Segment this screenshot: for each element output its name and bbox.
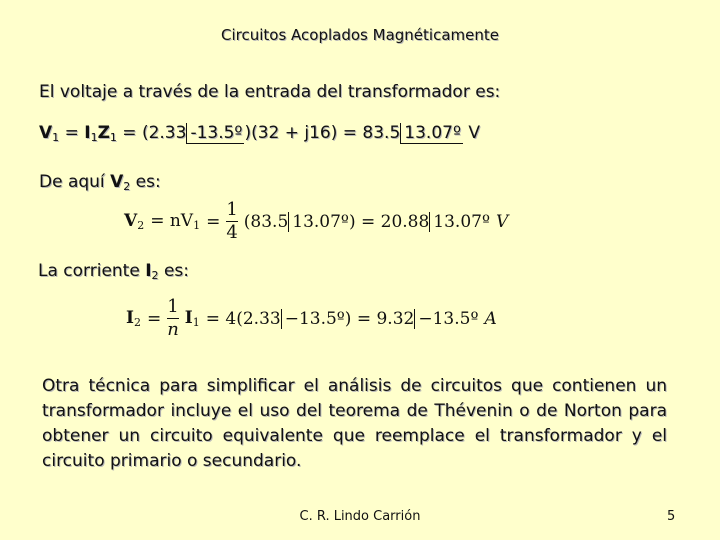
v2-intro-text: De aquí [39,172,111,192]
v1-subscript: 1 [52,131,60,144]
i1-symbol: I [84,123,91,143]
page-number: 5 [667,509,676,524]
eq1-mid: = $nV_1$ [150,211,201,232]
z1-symbol: Z [97,123,110,143]
v1-expr-a: = (2.33 [116,123,187,143]
eq1-body: (83.5 13.07º) = 20.88 13.07º [243,211,490,232]
v1-expr-b: )(32 + j16) = 83.5 [244,123,401,143]
equation-v1 [39,123,480,144]
v1-expr-c: V [462,123,481,143]
v1-angle-b: 13.07º [400,123,463,144]
eq2-eq: = [146,308,162,329]
eq2-fraction: $\frac{1}{n}$ [167,296,179,340]
eq-sign-1: = [59,123,85,143]
eq2-body: = 4(2.33 −13.5º) = 9.32 −13.5º [205,308,479,329]
eq1-lhs: $V_2$ [124,211,145,232]
eq2-unit: A [484,308,497,329]
slide-title: Circuitos Acoplados Magnéticamente [221,26,499,44]
eq2-lhs: $I_2$ [126,308,141,329]
thevenin-paragraph: Otra técnica para simplificar el análisis de circuitos que contienen un transformador incluye el uso del teorema de Thévenin o de Norton para obtener un circuito equivalente que reemplace el transformador y el circuito primario o secundario. [42,376,667,471]
v2-subscript: 2 [123,180,131,193]
footer-author: C. R. Lindo Carrión [299,509,421,524]
eq1-unit: V [495,211,509,232]
equation-i2 [126,298,497,339]
line-i2-intro [38,261,189,282]
i2-intro-end: es: [158,261,189,281]
v1-symbol: V [39,123,53,143]
z1-subscript: 1 [109,131,117,144]
eq1-fraction: $\frac{1}{4}$ [226,199,238,243]
v1-angle-a: -13.5º [186,123,244,144]
equation-v2 [124,201,508,242]
i2-intro-text: La corriente [38,261,146,281]
line-v2-intro [39,172,161,193]
i2-subscript: 2 [151,269,159,282]
v2-symbol: V [110,172,124,192]
eq1-eq: = [206,211,221,232]
i1-subscript: 1 [90,131,98,144]
i2-symbol: I [145,261,152,281]
intro-line-voltage: El voltaje a través de la entrada del transformador es: [39,82,501,102]
eq2-i1: $I_1$ [184,308,200,329]
v2-intro-end: es: [130,172,161,192]
